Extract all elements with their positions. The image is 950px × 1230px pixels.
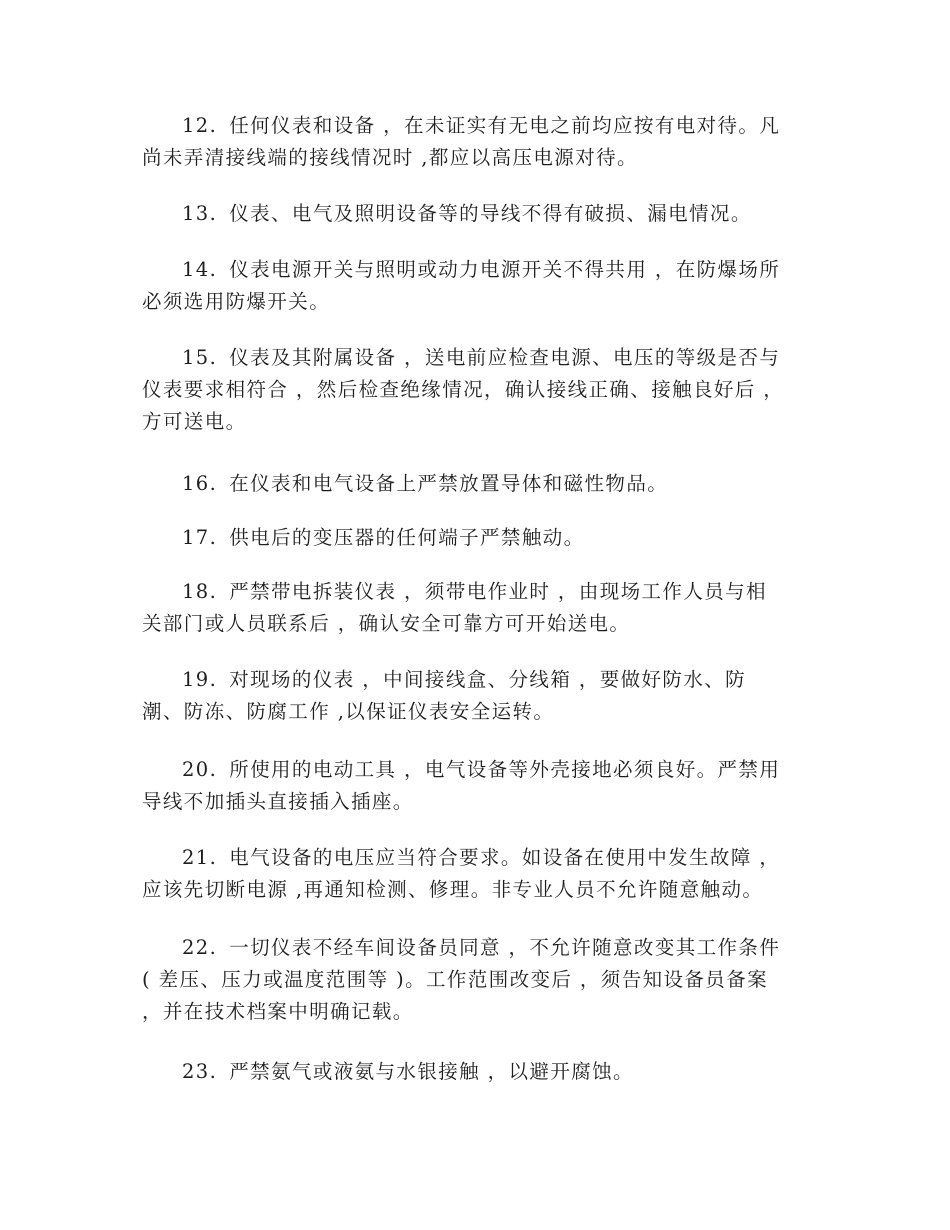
paragraph-text: 导线不加插头直接插入插座。 bbox=[142, 790, 414, 813]
paragraph-number: 12. bbox=[182, 114, 218, 137]
paragraph-text: 严禁氨气或液氨与水银接触 ，以避开腐蚀。 bbox=[229, 1060, 634, 1083]
paragraph-number: 20. bbox=[182, 758, 218, 781]
paragraph-text: 仪表、电气及照明设备等的导线不得有破损、漏电情况。 bbox=[229, 202, 752, 225]
paragraph-first-line bbox=[142, 198, 812, 230]
paragraph-text: 供电后的变压器的任何端子严禁触动。 bbox=[229, 526, 585, 549]
paragraph-number: 23. bbox=[182, 1060, 218, 1083]
paragraph-item-22 bbox=[142, 932, 812, 1028]
paragraph-first-line bbox=[142, 342, 812, 374]
paragraph-number: 19. bbox=[182, 668, 218, 691]
paragraph-text: ，并在技术档案中明确记载。 bbox=[142, 1000, 414, 1023]
paragraph-number: 21. bbox=[182, 846, 218, 869]
paragraph-first-line bbox=[142, 754, 812, 786]
paragraph-first-line bbox=[142, 932, 812, 964]
paragraph-text: 尚未弄清接线端的接线情况时 ,都应以高压电源对待。 bbox=[142, 146, 638, 169]
paragraph-first-line bbox=[142, 522, 812, 554]
paragraph-text: 关部门或人员联系后 ，确认安全可靠方可开始送电。 bbox=[142, 612, 631, 635]
paragraph-first-line bbox=[142, 842, 812, 874]
paragraph-item-13 bbox=[142, 198, 812, 230]
paragraph-item-19 bbox=[142, 664, 812, 728]
paragraph-item-18 bbox=[142, 576, 812, 640]
paragraph-number: 22. bbox=[182, 936, 218, 959]
paragraph-text: 应该先切断电源 ,再通知检测、修理。非专业人员不允许随意触动。 bbox=[142, 878, 764, 901]
paragraph-number: 18. bbox=[182, 580, 218, 603]
paragraph-number: 17. bbox=[182, 526, 218, 549]
paragraph-text: 方可送电。 bbox=[142, 410, 247, 433]
paragraph-first-line bbox=[142, 254, 812, 286]
paragraph-first-line bbox=[142, 664, 812, 696]
paragraph-text: 严禁带电拆装仪表 ，须带电作业时 ，由现场工作人员与相 bbox=[229, 580, 767, 603]
paragraph-first-line bbox=[142, 110, 812, 142]
paragraph-text: 任何仪表和设备 ，在未证实有无电之前均应按有电对待。凡 bbox=[229, 114, 781, 137]
paragraph-number: 16. bbox=[182, 472, 218, 495]
paragraph-text: 仪表及其附属设备 ，送电前应检查电源、电压的等级是否与 bbox=[229, 346, 781, 369]
paragraph-number: 13. bbox=[182, 202, 218, 225]
paragraph-item-16 bbox=[142, 468, 812, 500]
paragraph-item-20 bbox=[142, 754, 812, 818]
paragraph-number: 15. bbox=[182, 346, 218, 369]
paragraph-item-12 bbox=[142, 110, 812, 174]
paragraph-first-line bbox=[142, 1056, 812, 1088]
paragraph-item-23 bbox=[142, 1056, 812, 1088]
paragraph-text: 必须选用防爆开关。 bbox=[142, 290, 331, 313]
paragraph-text: 潮、防冻、防腐工作 ,以保证仪表安全运转。 bbox=[142, 700, 555, 723]
paragraph-item-14 bbox=[142, 254, 812, 318]
paragraph-number: 14. bbox=[182, 258, 218, 281]
paragraph-first-line bbox=[142, 576, 812, 608]
paragraph-item-15 bbox=[142, 342, 812, 438]
paragraph-item-17 bbox=[142, 522, 812, 554]
paragraph-text: 在仪表和电气设备上严禁放置导体和磁性物品。 bbox=[229, 472, 669, 495]
paragraph-text: 仪表电源开关与照明或动力电源开关不得共用 ，在防爆场所 bbox=[229, 258, 781, 281]
paragraph-text: 仪表要求相符合 ，然后检查绝缘情况，确认接线正确、接触良好后 ， bbox=[142, 378, 785, 401]
paragraph-text: 电气设备的电压应当符合要求。如设备在使用中发生故障 ， bbox=[229, 846, 781, 869]
paragraph-text: 对现场的仪表 ，中间接线盒、分线箱 ，要做好防水、防 bbox=[229, 668, 747, 691]
paragraph-text: 所使用的电动工具 ，电气设备等外壳接地必须良好。严禁用 bbox=[229, 758, 781, 781]
paragraph-text: 一切仪表不经车间设备员同意 ，不允许随意改变其工作条件 bbox=[229, 936, 781, 959]
paragraph-text: ( 差压、压力或温度范围等 )。工作范围改变后 ，须告知设备员备案 bbox=[142, 968, 769, 991]
paragraph-item-21 bbox=[142, 842, 812, 906]
paragraph-first-line bbox=[142, 468, 812, 500]
